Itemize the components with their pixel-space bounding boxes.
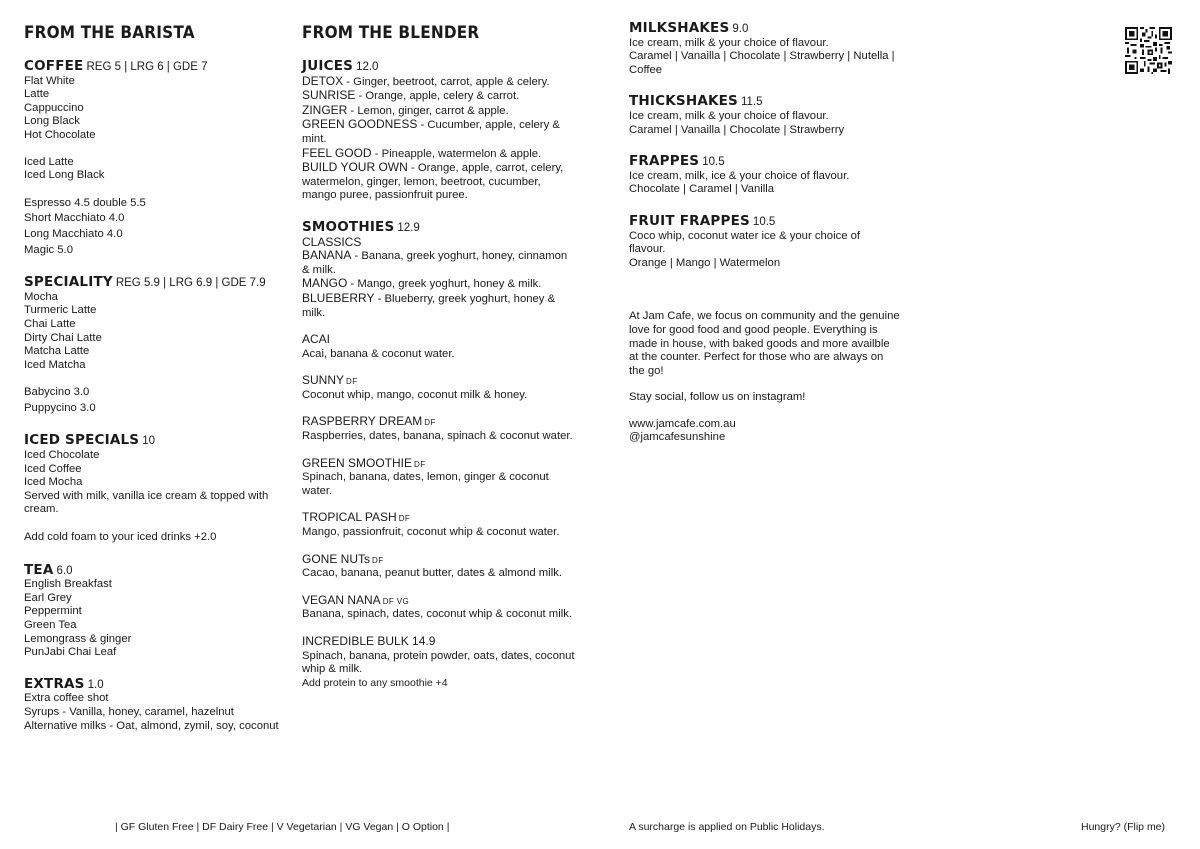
smoothie-desc: Coconut whip, mango, coconut milk & honey. bbox=[302, 388, 528, 401]
smoothie-name: VEGAN NANA bbox=[302, 592, 381, 607]
barista-title: FROM THE BARISTA bbox=[24, 23, 195, 43]
menu-item: Earl Grey bbox=[24, 591, 72, 604]
milkshakes-flavours: Caramel | Vanailla | Chocolate | Strawberry | Nutella | Coffee bbox=[629, 50, 895, 76]
speciality-heading bbox=[24, 276, 286, 291]
fruit-frappes-heading bbox=[629, 212, 919, 230]
milkshakes-section bbox=[629, 22, 919, 77]
diet-tag: DF VG bbox=[382, 596, 410, 606]
juice-desc: - Pineapple, watermelon & apple. bbox=[371, 147, 542, 160]
iced-specials-price: 10 bbox=[142, 435, 155, 448]
coffee-price: REG 5 | LRG 6 | GDE 7 bbox=[86, 61, 208, 73]
thickshakes-flavours: Caramel | Vanailla | Chocolate | Strawberry bbox=[629, 123, 845, 136]
protein-note: Add protein to any smoothie +4 bbox=[302, 676, 448, 689]
thickshakes-section bbox=[629, 95, 919, 137]
tea-name: TEA bbox=[24, 561, 54, 578]
menu-item: Long Black bbox=[24, 115, 80, 128]
menu-item: Iced Long Black bbox=[24, 169, 105, 182]
menu-item: PunJabi Chai Leaf bbox=[24, 646, 117, 659]
smoothie-name: TROPICAL PASH bbox=[302, 510, 397, 525]
smoothie-desc: - Mango, greek yoghurt, honey & milk. bbox=[347, 278, 542, 291]
smoothie-desc: - Blueberry, greek yoghurt, honey & milk. bbox=[302, 292, 556, 319]
menu-item: Babycino 3.0 bbox=[24, 386, 90, 399]
tea-heading bbox=[24, 561, 286, 579]
smoothie-desc: Spinach, banana, protein powder, oats, dates, coconut whip & milk. bbox=[302, 649, 575, 676]
extras-name: EXTRAS bbox=[24, 675, 85, 692]
iced-coffee-list bbox=[24, 156, 286, 183]
frappes-flavours: Chocolate | Caramel | Vanilla bbox=[629, 183, 775, 196]
menu-item bbox=[302, 277, 577, 292]
smoothie-desc: Cacao, banana, peanut butter, dates & almond milk. bbox=[302, 567, 562, 580]
milkshakes-heading bbox=[629, 22, 919, 37]
cold-foam-addon: Add cold foam to your iced drinks +2.0 bbox=[24, 531, 217, 544]
qr-code-icon[interactable] bbox=[1125, 27, 1172, 74]
menu-item bbox=[302, 553, 577, 581]
diet-tag: DF bbox=[414, 459, 426, 469]
juices-price: 12.0 bbox=[356, 61, 379, 73]
menu-item bbox=[302, 249, 577, 277]
fruit-frappes-flavours: Orange | Mango | Watermelon bbox=[629, 256, 781, 269]
smoothie-name: BLUEBERRY bbox=[302, 290, 375, 305]
menu-item: Extra coffee shot bbox=[24, 692, 109, 705]
social-text: Stay social, follow us on instagram! bbox=[629, 391, 806, 404]
diet-tag: DF bbox=[346, 377, 358, 387]
smoothie-desc: Spinach, banana, dates, lemon, ginger & coconut water. bbox=[302, 471, 549, 497]
extras-price: 1.0 bbox=[87, 678, 104, 691]
menu-item: Mocha bbox=[24, 290, 58, 303]
frappes-name: FRAPPES bbox=[629, 153, 700, 170]
menu-item: Turmeric Latte bbox=[24, 304, 97, 317]
extras-heading bbox=[24, 675, 286, 693]
menu-item: Dirty Chai Latte bbox=[24, 331, 102, 344]
fruit-frappes-section bbox=[629, 212, 919, 270]
diet-tag: DF bbox=[424, 418, 436, 428]
juice-desc: - Ginger, beetroot, carrot, apple & celery. bbox=[343, 75, 550, 88]
menu-item bbox=[302, 594, 577, 622]
tea-list bbox=[24, 578, 286, 660]
specials-list bbox=[302, 333, 577, 690]
menu-item bbox=[302, 333, 577, 361]
smoothie-name: MANGO bbox=[302, 276, 348, 291]
milkshakes-name: MILKSHAKES bbox=[629, 20, 730, 36]
juice-name: GREEN GOODNESS bbox=[302, 117, 418, 132]
smoothies-heading bbox=[302, 218, 577, 236]
thickshakes-heading bbox=[629, 95, 919, 110]
juice-desc: - Orange, apple, celery & carrot. bbox=[355, 90, 520, 103]
menu-item: Flat White bbox=[24, 74, 75, 87]
smoothie-name: BANANA bbox=[302, 248, 352, 263]
speciality-name: SPECIALITY bbox=[24, 274, 113, 291]
extras-list bbox=[24, 692, 286, 733]
menu-item: Espresso 4.5 double 5.5 bbox=[24, 196, 146, 209]
about-text: At Jam Cafe, we focus on community and the genuine love for good food and good people. Everything is made in house, with baked goods and more availble at the counter. Perfect for those who are always on the go! bbox=[629, 310, 900, 377]
menu-item bbox=[302, 104, 577, 119]
speciality-list bbox=[24, 291, 286, 373]
smoothie-name: RASPBERRY DREAM bbox=[302, 414, 423, 429]
menu-item: Short Macchiato 4.0 bbox=[24, 212, 125, 225]
thickshakes-price: 11.5 bbox=[740, 96, 763, 109]
fruit-frappes-desc: Coco whip, coconut water ice & your choice of flavour. bbox=[629, 229, 861, 256]
iced-specials-name: ICED SPECIALS bbox=[24, 432, 140, 449]
menu-item bbox=[302, 374, 577, 402]
flip-me-note: Hungry? (Flip me) bbox=[1081, 821, 1166, 833]
iced-specials-heading bbox=[24, 434, 286, 449]
menu-item: English Breakfast bbox=[24, 578, 112, 591]
menu-item: Chai Latte bbox=[24, 317, 76, 330]
juices-heading bbox=[302, 60, 577, 75]
juice-desc: - Lemon, ginger, carrot & apple. bbox=[347, 104, 509, 117]
classics-subtitle: CLASSICS bbox=[302, 234, 362, 249]
blender-column bbox=[302, 22, 577, 690]
smoothie-desc: Acai, banana & coconut water. bbox=[302, 347, 455, 360]
coffee-list bbox=[24, 75, 286, 143]
juices-list bbox=[302, 75, 577, 203]
juice-name: ZINGER bbox=[302, 102, 348, 117]
about-section bbox=[629, 310, 901, 445]
smoothie-desc: Banana, spinach, dates, coconut whip & coconut milk. bbox=[302, 608, 573, 621]
smoothies-name: SMOOTHIES bbox=[302, 218, 395, 235]
menu-item: Lemongrass & ginger bbox=[24, 632, 132, 645]
instagram-handle[interactable]: @jamcafesunshine bbox=[629, 431, 726, 444]
website-link[interactable]: www.jamcafe.com.au bbox=[629, 417, 736, 430]
smoothie-name: GREEN SMOOTHIE bbox=[302, 455, 413, 470]
menu-item: Syrups - Vanilla, honey, caramel, hazelnut bbox=[24, 705, 234, 718]
fruit-frappes-name: FRUIT FRAPPES bbox=[629, 212, 750, 229]
coffee-heading bbox=[24, 60, 286, 75]
menu-item bbox=[302, 118, 577, 146]
diet-tag: DF bbox=[372, 555, 384, 565]
menu-item bbox=[302, 511, 577, 539]
espresso-list bbox=[24, 196, 286, 258]
menu-item bbox=[302, 75, 577, 90]
smoothie-name: SUNNY bbox=[302, 373, 345, 388]
fruit-frappes-price: 10.5 bbox=[752, 215, 776, 228]
juice-name: BUILD YOUR OWN bbox=[302, 160, 408, 175]
menu-item: Iced Matcha bbox=[24, 358, 86, 371]
juice-desc: - Cucumber, apple, celery & mint. bbox=[302, 119, 560, 145]
juice-name: DETOX bbox=[302, 73, 344, 88]
iced-specials-note: Served with milk, vanilla ice cream & topped with cream. bbox=[24, 489, 269, 516]
surcharge-note: A surcharge is applied on Public Holidays. bbox=[629, 821, 825, 833]
menu-item: Alternative milks - Oat, almond, zymil, soy, coconut bbox=[24, 719, 279, 732]
menu-item bbox=[302, 457, 577, 499]
menu-item bbox=[302, 89, 577, 104]
smoothie-desc: Mango, passionfruit, coconut whip & coconut water. bbox=[302, 526, 560, 539]
dietary-legend: | GF Gluten Free | DF Dairy Free | V Vegetarian | VG Vegan | O Option | bbox=[115, 821, 450, 833]
menu-item: Hot Chocolate bbox=[24, 128, 96, 141]
frappes-desc: Ice cream, milk, ice & your choice of flavour. bbox=[629, 169, 850, 182]
frappes-section bbox=[629, 155, 919, 197]
menu-item: Iced Coffee bbox=[24, 462, 82, 475]
menu-item: Peppermint bbox=[24, 605, 82, 618]
smoothie-desc: - Banana, greek yoghurt, honey, cinnamon & milk. bbox=[302, 250, 568, 276]
juice-name: SUNRISE bbox=[302, 88, 356, 103]
shakes-column bbox=[629, 22, 919, 445]
menu-item bbox=[302, 147, 577, 162]
menu-item: Green Tea bbox=[24, 619, 77, 631]
menu-item: Puppycino 3.0 bbox=[24, 401, 96, 414]
menu-item: Cappuccino bbox=[24, 101, 84, 114]
juice-name: FEEL GOOD bbox=[302, 145, 372, 160]
thickshakes-name: THICKSHAKES bbox=[629, 93, 738, 110]
tea-price: 6.0 bbox=[56, 564, 73, 577]
menu-item: Iced Mocha bbox=[24, 476, 83, 489]
menu-item bbox=[302, 415, 577, 443]
coffee-name: COFFEE bbox=[24, 58, 84, 74]
menu-item: Iced Latte bbox=[24, 155, 74, 168]
smoothie-desc: Raspberries, dates, banana, spinach & coconut water. bbox=[302, 430, 573, 443]
barista-column bbox=[24, 22, 286, 733]
menu-item: Magic 5.0 bbox=[24, 243, 73, 256]
juice-desc: - Orange, apple, carrot, celery, watermelon, ginger, lemon, beetroot, cucumber, mango puree, passionfruit puree. bbox=[302, 162, 564, 202]
juices-name: JUICES bbox=[302, 58, 354, 74]
thickshakes-desc: Ice cream, milk & your choice of flavour. bbox=[629, 109, 829, 122]
smoothie-name: INCREDIBLE BULK 14.9 bbox=[302, 634, 436, 648]
menu-item bbox=[302, 292, 577, 320]
smoothies-price: 12.9 bbox=[397, 221, 420, 234]
milkshakes-desc: Ice cream, milk & your choice of flavour. bbox=[629, 36, 829, 49]
menu-item: Iced Chocolate bbox=[24, 449, 100, 462]
frappes-price: 10.5 bbox=[702, 156, 725, 169]
milkshakes-price: 9.0 bbox=[732, 23, 749, 35]
classics-list bbox=[302, 249, 577, 320]
menu-item bbox=[302, 161, 577, 203]
iced-specials-list bbox=[24, 449, 286, 517]
speciality-price: REG 5.9 | LRG 6.9 | GDE 7.9 bbox=[115, 277, 266, 290]
menu-item: Latte bbox=[24, 88, 50, 101]
smoothie-name: GONE NUTs bbox=[302, 551, 371, 566]
diet-tag: DF bbox=[398, 514, 411, 524]
menu-item bbox=[302, 635, 577, 677]
frappes-heading bbox=[629, 155, 919, 170]
menu-item: Matcha Latte bbox=[24, 345, 90, 358]
smoothie-name: ACAI bbox=[302, 332, 331, 347]
kids-list bbox=[24, 385, 286, 416]
blender-title: FROM THE BLENDER bbox=[302, 23, 480, 43]
menu-item: Long Macchiato 4.0 bbox=[24, 227, 123, 240]
